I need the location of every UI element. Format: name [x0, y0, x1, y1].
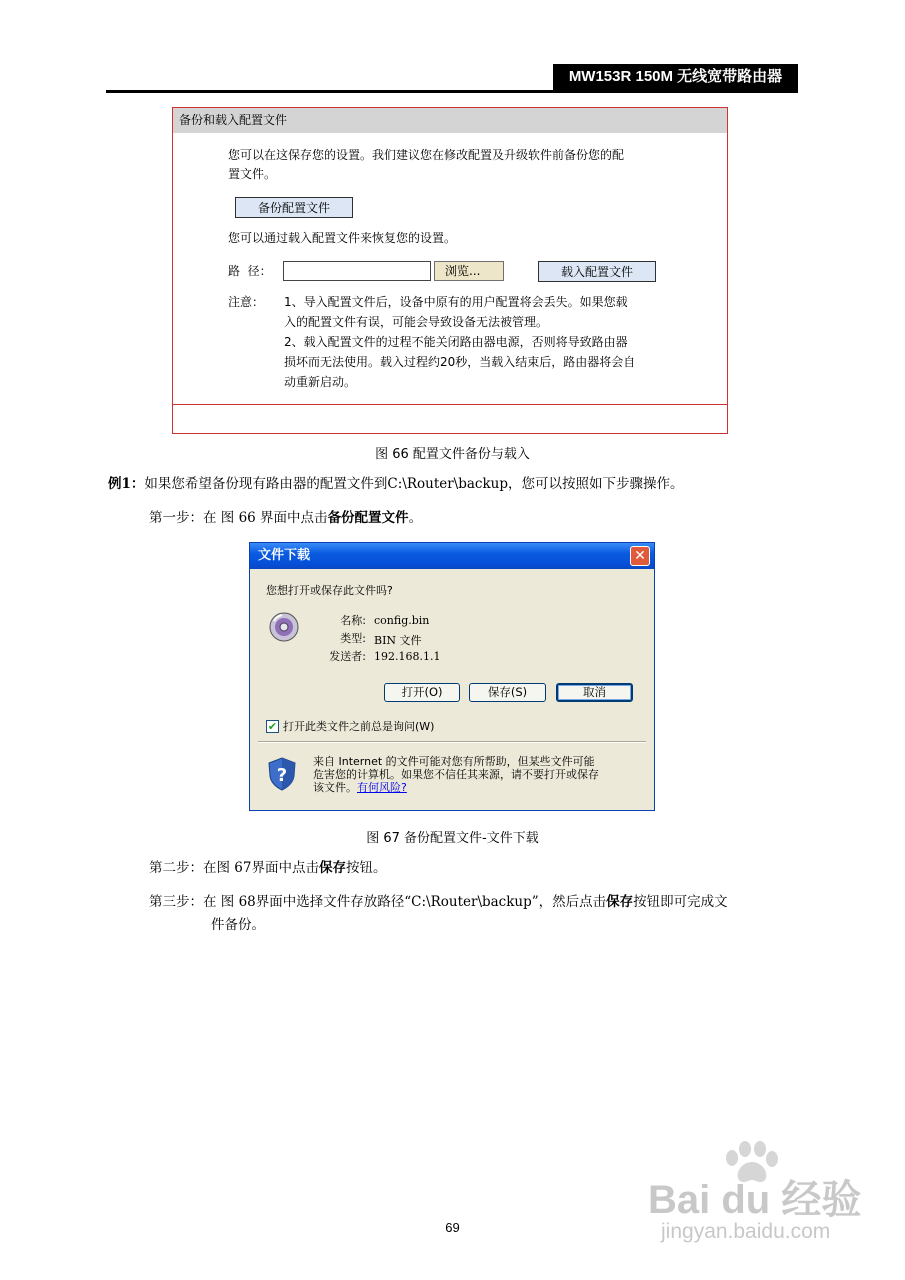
example-label: 例1： [108, 476, 145, 492]
warning-line1: 来自 Internet 的文件可能对您有所帮助，但某些文件可能 [313, 755, 595, 768]
restore-intro-text: 您可以通过载入配置文件来恢复您的设置。 [228, 231, 457, 245]
always-ask-checkbox[interactable]: ✔ [267, 720, 278, 733]
step3-line2: 件备份。 [211, 917, 265, 933]
note-line: 2、载入配置文件的过程不能关闭路由器电源，否则将导致路由器 [284, 335, 628, 349]
risk-link[interactable]: 有何风险? [357, 781, 407, 794]
watermark-url: jingyan.baidu.com [661, 1220, 831, 1243]
panel-title: 备份和载入配置文件 [173, 108, 727, 133]
dialog-divider-highlight [258, 742, 646, 743]
example-text: 如果您希望备份现有路由器的配置文件到C:\Router\backup，您可以按照如下步骤操作。 [144, 476, 684, 492]
name-label: 名称: [340, 614, 366, 627]
dialog-title: 文件下载 [250, 543, 654, 569]
step2-bold: 保存 [318, 860, 346, 876]
header-rule [106, 90, 798, 93]
step1-prefix: 第一步：在 图 66 界面中点击 [149, 510, 328, 526]
close-icon[interactable]: ✕ [630, 546, 650, 566]
dialog-question: 您想打开或保存此文件吗? [266, 584, 393, 597]
page-number: 69 [445, 1220, 460, 1235]
open-button[interactable]: 打开(O) [384, 683, 460, 702]
backup-intro-line2: 置文件。 [228, 167, 277, 181]
figure-66-caption: 图 66 配置文件备份与载入 [375, 447, 530, 462]
document-header-title: MW153R 150M 无线宽带路由器 [553, 64, 798, 90]
step3-prefix: 第三步：在 图 68界面中选择文件存放路径“C:\Router\backup”，然后点击 [149, 894, 607, 910]
load-config-button[interactable]: 载入配置文件 [538, 261, 656, 282]
step3-suffix: 按钮即可完成文 [633, 894, 728, 910]
type-label: 类型: [340, 632, 366, 645]
save-button[interactable]: 保存(S) [469, 683, 546, 702]
warning-line3: 该文件。 [313, 781, 357, 794]
step1-bold: 备份配置文件 [327, 510, 409, 526]
step2-prefix: 第二步：在图 67界面中点击 [149, 860, 319, 876]
warning-line2: 危害您的计算机。如果您不信任其来源，请不要打开或保存 [313, 768, 599, 781]
sender-value: 192.168.1.1 [374, 650, 441, 663]
type-value: BIN 文件 [374, 634, 422, 647]
cancel-button[interactable]: 取消 [556, 683, 633, 702]
svg-text:?: ? [276, 765, 288, 786]
figure-67-caption: 图 67 备份配置文件-文件下载 [366, 831, 539, 846]
sender-label: 发送者: [329, 650, 366, 663]
note-line: 动重新启动。 [284, 375, 357, 389]
panel-footer-divider [173, 404, 727, 405]
name-value: config.bin [374, 614, 430, 627]
note-line: 损坏而无法使用。载入过程约20秒，当载入结束后，路由器将会自 [284, 355, 636, 369]
step3-bold: 保存 [606, 894, 634, 910]
watermark-logo-text: Bai du 经验 [648, 1178, 862, 1222]
always-ask-label[interactable]: 打开此类文件之前总是询问(W) [283, 720, 435, 733]
note-line: 1、导入配置文件后，设备中原有的用户配置将会丢失。如果您载 [284, 295, 628, 309]
step1-suffix: 。 [408, 510, 423, 526]
step2-suffix: 按钮。 [345, 860, 387, 876]
security-shield-icon [266, 756, 298, 792]
disc-icon [268, 611, 300, 643]
backup-intro-line1: 您可以在这保存您的设置。我们建议您在修改配置及升级软件前备份您的配 [228, 148, 625, 162]
note-line: 入的配置文件有误，可能会导致设备无法被管理。 [284, 315, 549, 329]
path-input[interactable] [283, 261, 431, 281]
note-label: 注意： [228, 295, 265, 309]
backup-config-button[interactable]: 备份配置文件 [235, 197, 353, 218]
browse-button[interactable]: 浏览... [434, 261, 504, 281]
path-label: 路 径： [228, 264, 272, 278]
